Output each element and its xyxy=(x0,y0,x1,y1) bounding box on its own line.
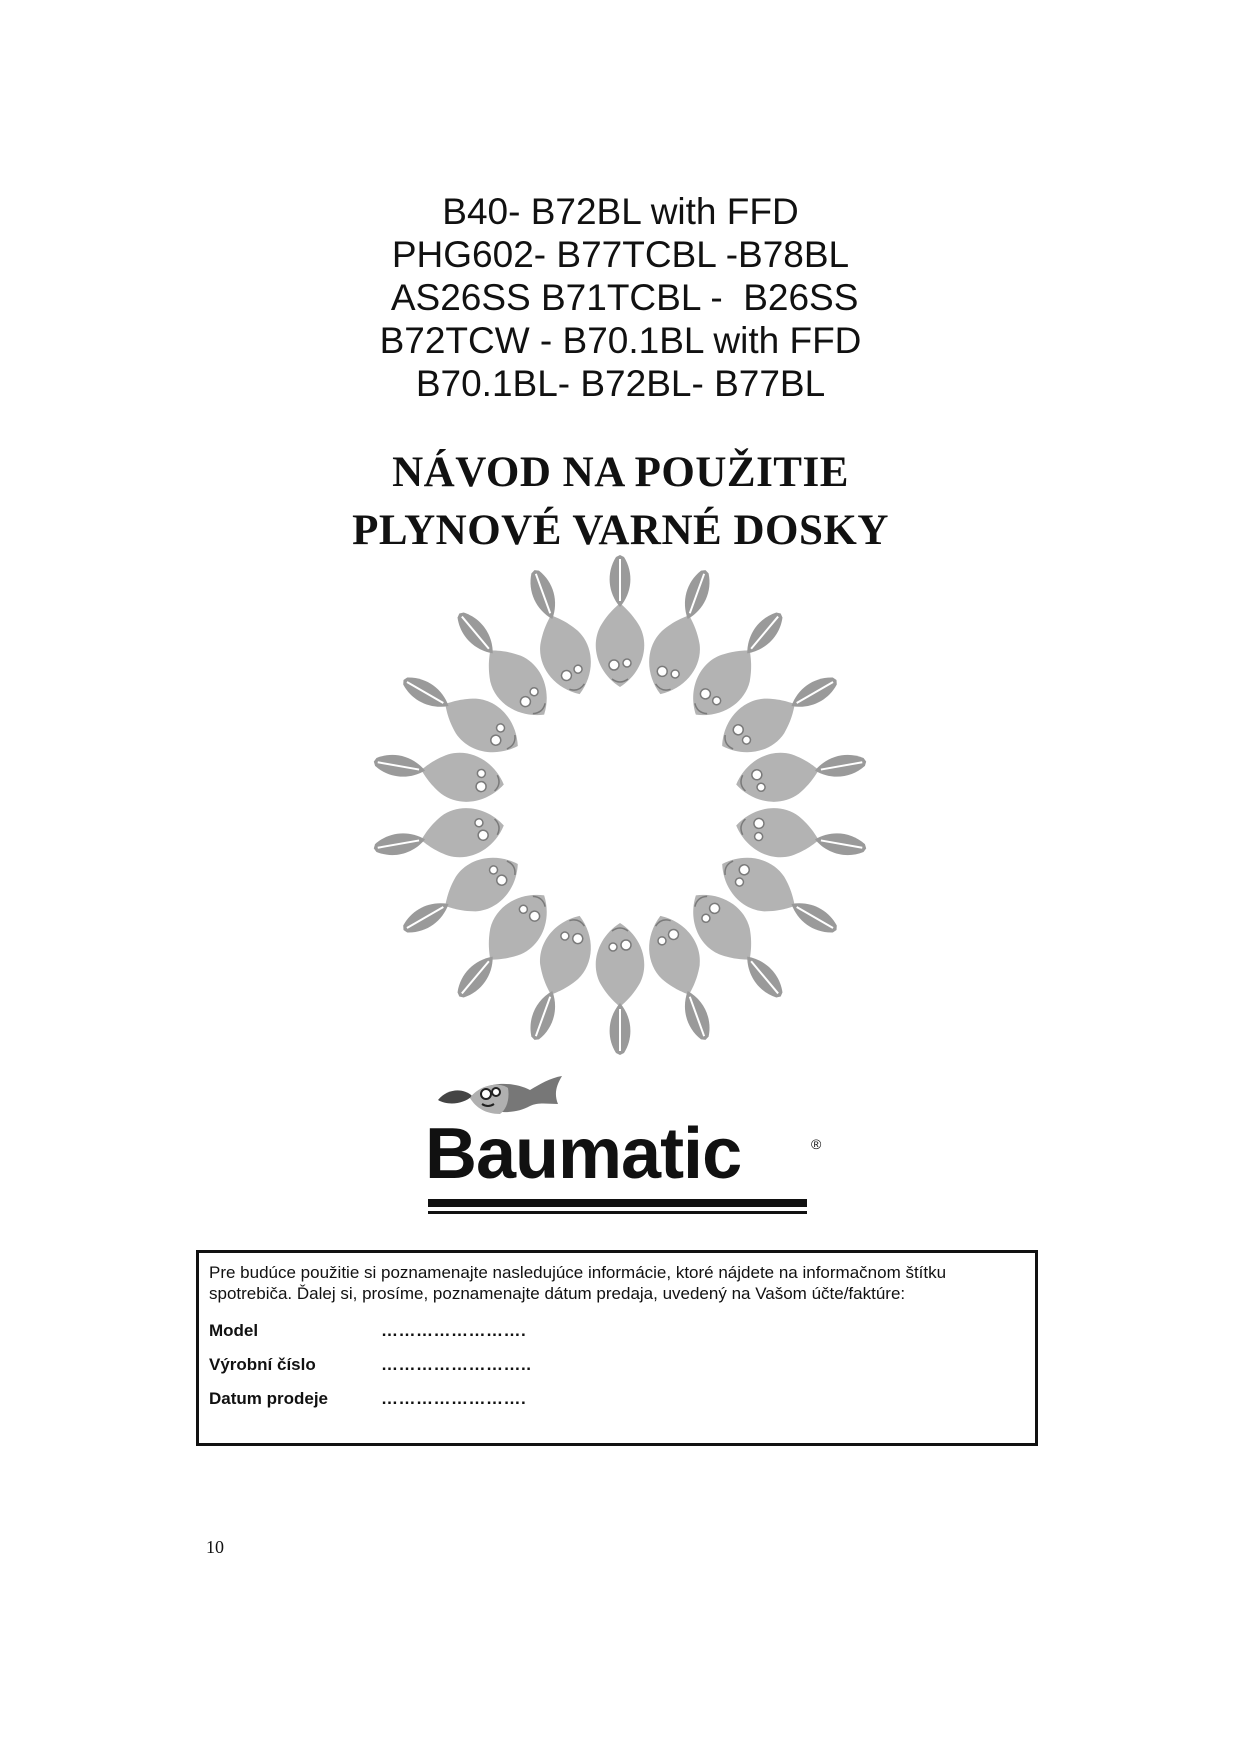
logo-underline-thin xyxy=(428,1211,807,1214)
title-line-2: PLYNOVÉ VARNÉ DOSKY xyxy=(352,507,889,554)
field-row-date xyxy=(209,1388,1025,1422)
sun-petals xyxy=(370,555,870,1055)
model-list xyxy=(0,190,1241,405)
model-line-3: AS26SS B71TCBL - B26SS xyxy=(382,277,859,318)
field-value-serial: …………………….. xyxy=(381,1355,532,1374)
title-line-1: NÁVOD NA POUŽITIE xyxy=(392,449,849,496)
field-label-serial: Výrobní číslo xyxy=(209,1355,316,1374)
sun-fish-illustration xyxy=(370,555,870,1055)
page-number: 10 xyxy=(206,1537,224,1557)
brand-name: Baumatic xyxy=(425,1114,742,1194)
model-line-2: PHG602- B77TCBL -B78BL xyxy=(391,234,850,275)
document-title xyxy=(0,444,1241,560)
model-line-4: B72TCW - B70.1BL with FFD xyxy=(379,320,862,361)
model-line-5: B70.1BL- B72BL- B77BL xyxy=(415,363,826,404)
field-value-date: ……………………. xyxy=(381,1389,527,1408)
field-label-date: Datum prodeje xyxy=(209,1389,329,1408)
product-info-box xyxy=(196,1250,1038,1446)
field-row-model xyxy=(209,1320,1025,1354)
baumatic-logo xyxy=(425,1074,825,1214)
info-intro-text: Pre budúce použitie si poznamenajte nasledujúce informácie, ktoré nájdete na informačnom štítku spotrebiča. Ďalej si, prosíme, poznamenajte dátum predaja, uvedený na Vašom účte/faktúre: xyxy=(209,1263,947,1303)
field-row-serial xyxy=(209,1354,1025,1388)
logo-underline-thick xyxy=(428,1199,807,1207)
model-line-1: B40- B72BL with FFD xyxy=(442,191,799,232)
registered-mark: ® xyxy=(811,1136,822,1152)
field-value-model: ……………………. xyxy=(381,1321,527,1340)
field-label-model: Model xyxy=(209,1321,259,1340)
